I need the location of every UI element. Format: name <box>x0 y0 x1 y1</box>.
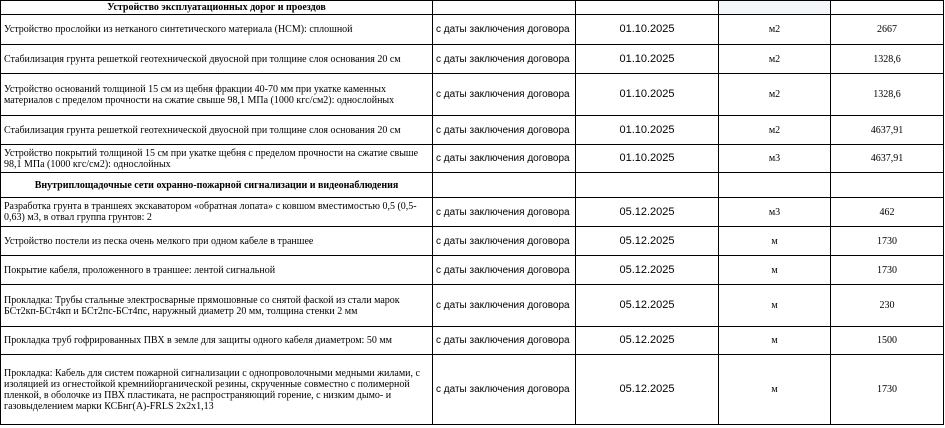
date-cell: 05.12.2025 <box>576 256 719 285</box>
unit-cell: м <box>719 256 831 285</box>
date-cell: 05.12.2025 <box>576 285 719 327</box>
qty-cell: 1328,6 <box>831 45 944 74</box>
work-name: Прокладка труб гофрированных ПВХ в земле для защиты одного кабеля диаметром: 50 мм <box>1 327 433 355</box>
table-row <box>1 145 944 173</box>
table-row <box>1 15 944 45</box>
date-cell <box>576 1 719 15</box>
term-cell: с даты заключения договора <box>433 15 576 45</box>
term-cell <box>433 1 576 15</box>
section-title: Внутриплощадочные сети охранно-пожарной сигнализации и видеонаблюдения <box>1 173 433 198</box>
work-name: Стабилизация грунта решеткой геотехнической двуосной при толщине слоя основания 20 см <box>1 45 433 74</box>
section-row <box>1 1 944 15</box>
term-cell: с даты заключения договора <box>433 355 576 425</box>
table-body <box>1 1 944 425</box>
unit-cell: м <box>719 227 831 256</box>
table-row <box>1 74 944 116</box>
unit-cell: м <box>719 327 831 355</box>
date-cell: 05.12.2025 <box>576 355 719 425</box>
table-row <box>1 45 944 74</box>
work-name: Устройство прослойки из нетканого синтетического материала (НСМ): сплошной <box>1 15 433 45</box>
qty-cell: 230 <box>831 285 944 327</box>
term-cell: с даты заключения договора <box>433 256 576 285</box>
section-row <box>1 173 944 198</box>
qty-cell: 1730 <box>831 227 944 256</box>
term-cell: с даты заключения договора <box>433 145 576 173</box>
unit-cell: м2 <box>719 15 831 45</box>
unit-cell: м2 <box>719 45 831 74</box>
term-cell: с даты заключения договора <box>433 327 576 355</box>
work-name: Разработка грунта в траншеях экскаватором «обратная лопата» с ковшом вместимостью 0,5 (0,5-0,63) м3, в отвал группа грунтов: 2 <box>1 198 433 227</box>
date-cell: 01.10.2025 <box>576 74 719 116</box>
table-row <box>1 227 944 256</box>
term-cell: с даты заключения договора <box>433 74 576 116</box>
work-name: Стабилизация грунта решеткой геотехнической двуосной при толщине слоя основания 20 см <box>1 116 433 145</box>
date-cell: 01.10.2025 <box>576 45 719 74</box>
date-cell: 05.12.2025 <box>576 198 719 227</box>
qty-cell <box>831 1 944 15</box>
work-name: Устройство постели из песка очень мелкого при одном кабеле в траншее <box>1 227 433 256</box>
qty-cell: 1730 <box>831 256 944 285</box>
qty-cell: 4637,91 <box>831 145 944 173</box>
unit-cell: м2 <box>719 74 831 116</box>
qty-cell: 1730 <box>831 355 944 425</box>
term-cell: с даты заключения договора <box>433 227 576 256</box>
qty-cell: 2667 <box>831 15 944 45</box>
term-cell: с даты заключения договора <box>433 285 576 327</box>
unit-cell: м <box>719 355 831 425</box>
table-row <box>1 285 944 327</box>
term-cell: с даты заключения договора <box>433 45 576 74</box>
term-cell: с даты заключения договора <box>433 116 576 145</box>
unit-cell <box>719 173 831 198</box>
term-cell <box>433 173 576 198</box>
date-cell: 05.12.2025 <box>576 327 719 355</box>
qty-cell: 1328,6 <box>831 74 944 116</box>
qty-cell: 1500 <box>831 327 944 355</box>
table-row <box>1 355 944 425</box>
work-name: Покрытие кабеля, проложенного в траншее: лентой сигнальной <box>1 256 433 285</box>
date-cell: 01.10.2025 <box>576 116 719 145</box>
work-name: Прокладка: Кабель для систем пожарной сигнализации с однопроволочными медными жилами, с изоляцией из огнестойкой кремнийорганической резины, скрученные совместно с полимерной пленкой, в оболочке из ПВХ пластиката, не распространяющий горение, с низким дымо- и газовыделением марки КСБнг(А)-FRLS 2х2х1,13 <box>1 355 433 425</box>
qty-cell: 462 <box>831 198 944 227</box>
section-title: Устройство эксплуатационных дорог и проездов <box>1 1 433 15</box>
work-name: Устройство оснований толщиной 15 см из щебня фракции 40-70 мм при укатке каменных материалов с пределом прочности на сжатие свыше 98,1 МПа (1000 кгс/см2): однослойных <box>1 74 433 116</box>
table-row <box>1 198 944 227</box>
work-name: Устройство покрытий толщиной 15 см при укатке щебня с пределом прочности на сжатие свыше 98,1 МПа (1000 кгс/см2): однослойных <box>1 145 433 173</box>
date-cell: 01.10.2025 <box>576 145 719 173</box>
qty-cell <box>831 173 944 198</box>
date-cell <box>576 173 719 198</box>
table-row <box>1 116 944 145</box>
term-cell: с даты заключения договора <box>433 198 576 227</box>
qty-cell: 4637,91 <box>831 116 944 145</box>
work-name: Прокладка: Трубы стальные электросварные прямошовные со снятой фаской из стали марок БСт2кп-БСт4кп и БСт2пс-БСт4пс, наружный диаметр 20 мм, толщина стенки 2 мм <box>1 285 433 327</box>
table-row <box>1 256 944 285</box>
table-row <box>1 327 944 355</box>
unit-cell <box>719 1 831 15</box>
date-cell: 05.12.2025 <box>576 227 719 256</box>
unit-cell: м3 <box>719 145 831 173</box>
unit-cell: м <box>719 285 831 327</box>
unit-cell: м2 <box>719 116 831 145</box>
date-cell: 01.10.2025 <box>576 15 719 45</box>
unit-cell: м3 <box>719 198 831 227</box>
